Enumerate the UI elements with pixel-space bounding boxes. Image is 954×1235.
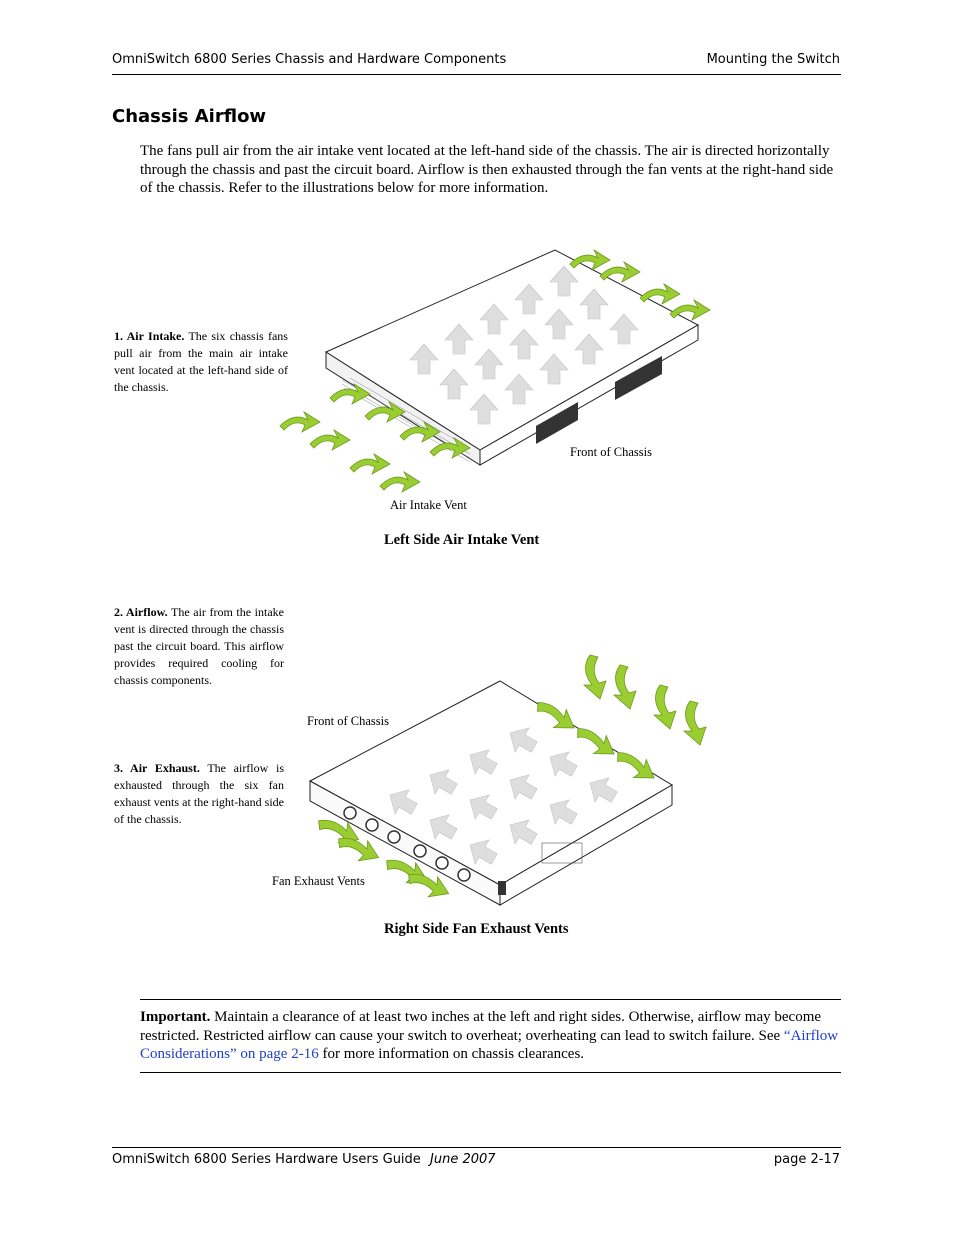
front-of-chassis-label-2: Front of Chassis xyxy=(307,714,389,728)
airflow-callout-title: 2. Airflow. xyxy=(114,605,168,619)
figure1-caption: Left Side Air Intake Vent xyxy=(384,532,540,548)
footer-guide-title: OmniSwitch 6800 Series Hardware Users Guide xyxy=(112,1152,421,1167)
air-exhaust-callout-text: The airflow is exhausted through the six fan exhaust vents at the right-hand side of the chassis. xyxy=(114,761,284,826)
important-text-2: for more information on chassis clearances. xyxy=(318,1046,585,1062)
header-rule xyxy=(112,74,841,75)
important-bottom-rule xyxy=(140,1072,841,1073)
airflow-callout-text: The air from the intake vent is directed through the chassis past the circuit board. This airflow provides required cooling for chassis components. xyxy=(114,605,285,687)
air-intake-callout-text: The six chassis fans pull air from the main air intake vent located at the left-hand side of the chassis. xyxy=(114,329,288,394)
important-text-1: Maintain a clearance of at least two inches at the left and right sides. Otherwise, airflow may become restricted. Restricted airflow can cause your switch to overheat; overheating can lead to switch failure. See xyxy=(140,1009,822,1044)
front-of-chassis-label-1: Front of Chassis xyxy=(570,445,652,459)
figure2-caption: Right Side Fan Exhaust Vents xyxy=(384,921,569,937)
air-exhaust-callout-title: 3. Air Exhaust. xyxy=(114,761,200,775)
footer-rule xyxy=(112,1147,841,1148)
right-side-exhaust-illustration xyxy=(300,645,730,905)
power-inlet xyxy=(498,881,506,895)
footer-page-number: page 2-17 xyxy=(773,1152,840,1167)
airflow-callout xyxy=(114,604,284,689)
air-intake-callout-title: 1. Air Intake. xyxy=(114,329,185,343)
chassis-top xyxy=(326,250,698,450)
fan-exhaust-vents-label: Fan Exhaust Vents xyxy=(272,874,365,888)
important-top-rule xyxy=(140,999,841,1000)
footer-date: June 2007 xyxy=(430,1152,496,1167)
important-note xyxy=(140,1008,840,1064)
important-lead: Important. xyxy=(140,1009,211,1025)
running-header-title: OmniSwitch 6800 Series Chassis and Hardware Components xyxy=(112,52,507,67)
intro-paragraph: The fans pull air from the air intake vent located at the left-hand side of the chassis. The air is directed horizontally through the chassis and past the circuit board. Airflow is then exhausted through the fan vents at the right-hand side of the chassis. Refer to the illustrations below for more information. xyxy=(140,143,834,196)
section-title: Chassis Airflow xyxy=(112,106,267,127)
airflow-considerations-link[interactable]: “Airflow Considerations” on page 2-16 xyxy=(140,1027,839,1062)
air-intake-vent-label: Air Intake Vent xyxy=(390,498,467,512)
running-header-section: Mounting the Switch xyxy=(706,52,840,67)
air-intake-callout xyxy=(114,328,288,396)
left-side-intake-illustration xyxy=(270,240,720,500)
air-exhaust-callout xyxy=(114,760,284,828)
